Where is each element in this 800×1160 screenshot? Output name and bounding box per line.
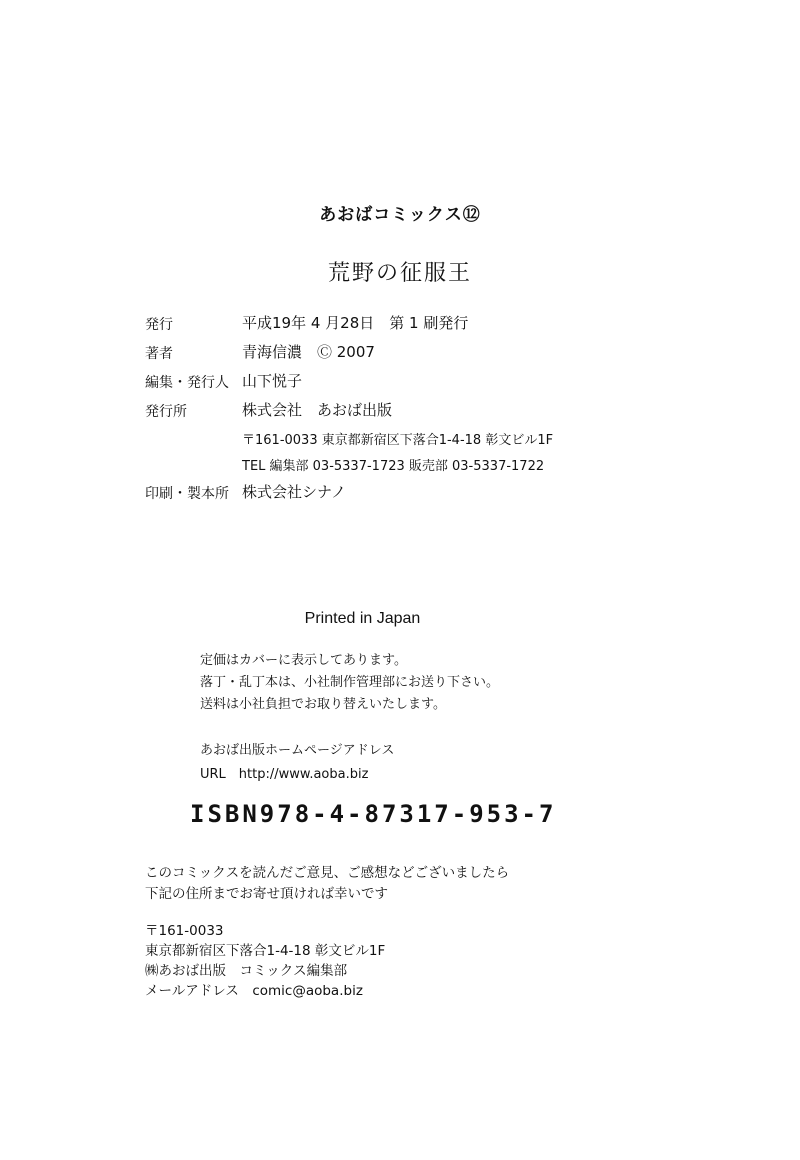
- book-title: 荒野の征服王: [327, 261, 472, 286]
- homepage-url: URL http://www.aoba.biz: [200, 767, 369, 782]
- note-defective: 落丁・乱丁本は、小社制作管理部にお送り下さい。: [200, 675, 500, 690]
- label-printer: 印刷・製本所: [145, 486, 229, 502]
- isbn: ISBN978-4-87317-953-7: [190, 800, 557, 828]
- contact-address: 東京都新宿区下落合1-4-18 彰文ビル1F: [145, 943, 386, 959]
- printed-in-japan: Printed in Japan: [304, 610, 421, 627]
- feedback-line-1: このコミックスを読んだご意見、ご感想などございましたら: [145, 865, 510, 881]
- value-editor-publisher: 山下悦子: [242, 372, 303, 390]
- note-shipping: 送料は小社負担でお取り替えいたします。: [200, 697, 446, 712]
- homepage-label: あおば出版ホームページアドレス: [200, 743, 395, 758]
- label-editor-publisher: 編集・発行人: [145, 375, 229, 391]
- publisher-tel: TEL 編集部 03-5337-1723 販売部 03-5337-1722: [242, 459, 545, 474]
- label-publisher: 発行所: [145, 404, 187, 420]
- feedback-line-2: 下記の住所までお寄せ頂ければ幸いです: [145, 886, 388, 902]
- contact-department: ㈱あおば出版 コミックス編集部: [145, 963, 348, 979]
- value-author: 青海信濃 Ⓒ 2007: [242, 343, 375, 361]
- contact-email: メールアドレス comic@aoba.biz: [145, 983, 363, 999]
- value-publication-date: 平成19年 4 月28日 第 1 刷発行: [242, 314, 469, 332]
- contact-zip: 〒161-0033: [145, 923, 224, 939]
- label-publication-date: 発行: [145, 317, 173, 333]
- value-publisher: 株式会社 あおば出版: [242, 401, 393, 419]
- publisher-address: 〒161-0033 東京都新宿区下落合1-4-18 彰文ビル1F: [242, 433, 554, 448]
- label-author: 著者: [145, 346, 173, 362]
- note-price: 定価はカバーに表示してあります。: [200, 653, 407, 668]
- value-printer: 株式会社シナノ: [242, 483, 346, 501]
- series-name: あおばコミックス⑫: [319, 205, 481, 225]
